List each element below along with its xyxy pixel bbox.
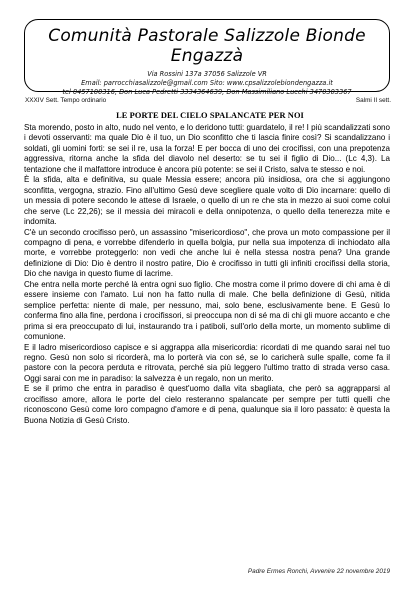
paragraph: È la sfida, alta e definitiva, su quale Messia essere; ancora più insidiosa, ora che si aggiungono sconfitta, vergogna, strazio. Fino all'ultimo Gesù deve scegliere quale volto di Dio incarnare: quello di un messia di potere secondo le attese di Israele, o quello di un re che sta in mezzo ai suoi come colui che serve (Lc 22,26); se il messia dei miracoli e della onnipotenza, o quello della tenerezza mite e indomita. xyxy=(24,175,390,227)
paragraph: Sta morendo, posto in alto, nudo nel vento, e lo deridono tutti: guardatelo, il re! I più scandalizzati sono i devoti osservanti: ma quale Dio è il tuo, un Dio sconfitto che ti lascia finire così? Si scandalizzano i soldati, gli uomini forti: se sei il re, usa la forza! E per bocca di uno dei crocifissi, con una prepotenza aggressiva, ritorna anche la sfida del diavolo nel deserto: se tu sei il figlio di Dio... (Lc 4,3). La tentazione che il malfattore introduce è ancora più potente: se sei il Cristo, salva te stesso e noi. xyxy=(24,123,390,174)
paragraph: E il ladro misericordioso capisce e si aggrappa alla misericordia: ricordati di me quando sarai nel tuo regno. Gesù non solo si ricorderà, ma lo porterà via con sé, se lo caricherà sulle spalle, come fa il pastore con la pecora perduta e ritrovata, perché sia più leggero l'ultimo tratto di strada verso casa. Oggi sarai con me in paradiso: la salvezza è un regalo, non un merito. xyxy=(24,342,390,383)
paragraph: E se il primo che entra in paradiso è quest'uomo dalla vita sbagliata, che però sa aggrapparsi al crocifisso amore, allora le porte del cielo resteranno spalancate per sempre per tutti quelli che riconoscono Gesù come loro compagno d'amore e di pena, qualunque sia il loro passato: è questa la Buona Notizia di Gesù Cristo. xyxy=(24,384,390,425)
parish-contacts: Email: parrocchiasalizzole@gmail.com Sito: www.cpsalizzolebiondengazza.it xyxy=(81,79,333,87)
parish-phones: tel 0457100316, Don Luca Pedretti 3334364639, Don Massimiliano Lucchi 3470303367 xyxy=(62,88,352,96)
article-signature: Padre Ermes Ronchi, Avvenire 22 novembre 2019 xyxy=(247,568,390,575)
psalter-week: Salmi II sett. xyxy=(355,97,391,104)
liturgical-info-row xyxy=(25,97,391,107)
article-title: LE PORTE DEL CIELO SPALANCATE PER NOI xyxy=(116,111,304,120)
paragraph: C'è un secondo crocifisso però, un assassino "misericordioso", che prova un moto compassione per il compagno di pena, e vorrebbe difenderlo in quella bolgia, pur nella sua impotenza di inchiodato alla morte, e vorrebbe proteggerlo: non vedi che anche lui è nella stessa nostra pena? Una grande definizione di Dio: Dio è dentro il nostro patire, Dio è crocifisso in tutti gli infiniti crocifissi della storia, Dio che naviga in questo fiume di lacrime. xyxy=(24,227,390,279)
parish-title: Comunità Pastorale Salizzole Bionde Engazzà xyxy=(48,26,366,66)
paragraph: Che entra nella morte perché là entra ogni suo figlio. Che mostra come il primo dovere di chi ama è di essere insieme con l'amato. Lui non ha fatto nulla di male. Che bella definizione di Gesù, nitida semplice perfetta: niente di male, per nessuno, mai, solo bene, esclusivamente bene. E Gesù lo conferma fino alla fine, perdona i crocifissori, si preoccupa non di sé ma di chi gli muore accanto e che prima si era preoccupato di lui, instaurando tra i patiboli, sull'orlo della morte, un momento sublime di comunione. xyxy=(24,279,390,342)
parish-address: Via Rossini 137a 37056 Salizzole VR xyxy=(147,70,267,78)
parish-header-box xyxy=(24,19,390,96)
liturgical-week: XXXIV Sett. Tempo ordinario xyxy=(25,97,107,104)
article-body xyxy=(24,123,390,426)
